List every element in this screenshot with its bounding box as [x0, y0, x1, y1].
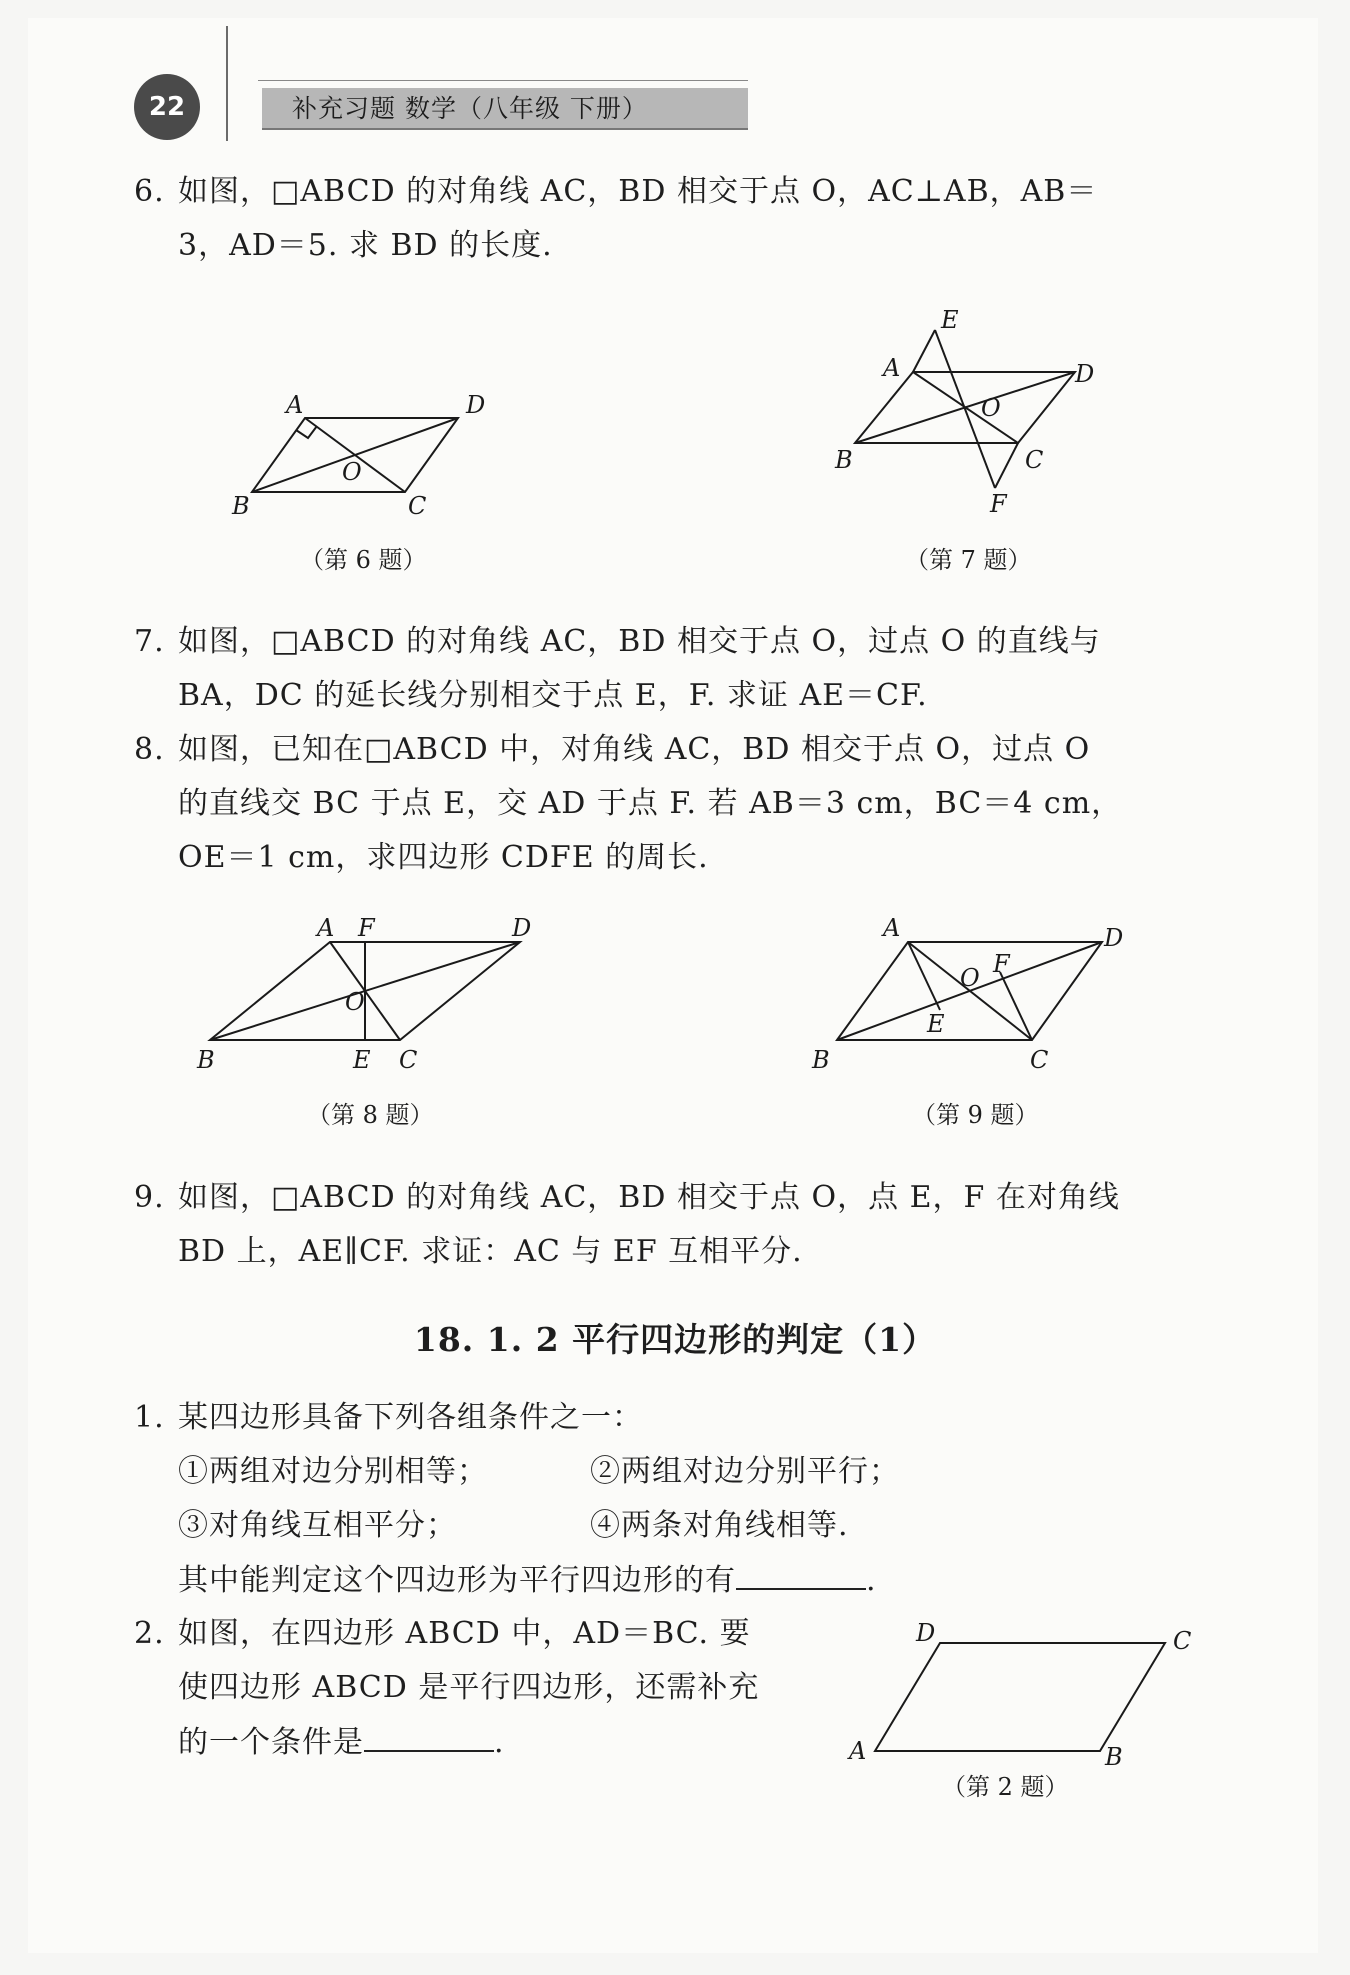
fig8-label-a: A — [317, 914, 335, 942]
problem-9-line-2: BD 上，AE∥CF. 求证：AC 与 EF 互相平分. — [178, 1234, 803, 1269]
problem-8-line-1: 如图，已知在□ABCD 中，对角线 AC，BD 相交于点 O，过点 O — [178, 732, 1091, 767]
fig7-label-b: B — [835, 446, 853, 474]
fig7-label-f: F — [990, 490, 1007, 518]
fig7-label-a: A — [883, 354, 901, 382]
q1-question-text: 其中能判定这个四边形为平行四边形的有 — [178, 1563, 736, 1598]
fig6-label-b: B — [232, 492, 250, 520]
figure-7-diagram — [835, 300, 1125, 525]
fig9-label-o: O — [960, 964, 980, 992]
figq2-label-a: A — [849, 1737, 867, 1765]
q2-number: 2. — [134, 1616, 165, 1651]
fig8-label-o: O — [345, 988, 365, 1016]
fig9-label-a: A — [883, 914, 901, 942]
figure-9-diagram — [810, 910, 1140, 1080]
fig6-label-a: A — [286, 391, 304, 419]
fig9-label-d: D — [1104, 924, 1124, 952]
q2-question-line — [178, 1724, 505, 1761]
q2-answer-blank[interactable] — [364, 1724, 494, 1752]
fig9-segment-ae — [908, 942, 940, 1010]
figq2-label-b: B — [1105, 1743, 1123, 1771]
fig9-label-f: F — [993, 950, 1010, 978]
q2-line-3: 的一个条件是 — [178, 1725, 364, 1760]
q1-option-2: ②两组对边分别平行； — [590, 1454, 900, 1489]
q2-line-2: 使四边形 ABCD 是平行四边形，还需补充 — [178, 1670, 760, 1705]
problem-9-number: 9. — [134, 1180, 165, 1215]
fig7-label-o: O — [981, 394, 1001, 422]
fig6-label-o: O — [342, 458, 362, 486]
q1-option-3: ③对角线互相平分； — [178, 1508, 457, 1543]
fig8-label-f: F — [358, 914, 375, 942]
figq2-quadrilateral — [875, 1643, 1165, 1751]
figure-q2-caption: （第 2 题） — [942, 1773, 1069, 1801]
problem-6-number: 6. — [134, 174, 165, 209]
problem-8-line-2: 的直线交 BC 于点 E，交 AD 于点 F. 若 AB＝3 cm，BC＝4 cm， — [178, 786, 1123, 821]
q1-option-1: ①两组对边分别相等； — [178, 1454, 488, 1489]
q1-number: 1. — [134, 1400, 165, 1435]
figure-8-diagram — [195, 910, 555, 1080]
q1-intro: 某四边形具备下列各组条件之一： — [178, 1400, 643, 1435]
problem-7-line-1: 如图，□ABCD 的对角线 AC，BD 相交于点 O，过点 O 的直线与 — [178, 624, 1101, 659]
q2-line-1: 如图，在四边形 ABCD 中，AD＝BC. 要 — [178, 1616, 751, 1651]
figq2-label-c: C — [1173, 1627, 1192, 1655]
fig8-label-d: D — [512, 914, 532, 942]
fig7-label-e: E — [941, 306, 959, 334]
q1-question-line — [178, 1562, 877, 1599]
problem-8-line-3: OE＝1 cm，求四边形 CDFE 的周长. — [178, 840, 709, 875]
fig9-label-b: B — [812, 1046, 830, 1074]
header-divider — [226, 26, 228, 141]
fig8-label-c: C — [399, 1046, 418, 1074]
fig8-label-b: B — [197, 1046, 215, 1074]
figure-q2-diagram — [845, 1615, 1215, 1771]
fig7-line-ba-extended — [913, 330, 935, 372]
fig9-label-c: C — [1030, 1046, 1049, 1074]
fig9-segment-cf — [1000, 972, 1032, 1040]
figure-7-caption: （第 7 题） — [905, 546, 1032, 574]
fig8-label-e: E — [353, 1046, 371, 1074]
problem-6-line-1: 如图，□ABCD 的对角线 AC，BD 相交于点 O，AC⊥AB，AB＝ — [178, 174, 1098, 209]
figure-8-caption: （第 8 题） — [307, 1101, 434, 1129]
figure-9-caption: （第 9 题） — [912, 1101, 1039, 1129]
q1-period: . — [866, 1563, 877, 1598]
fig7-label-d: D — [1075, 360, 1095, 388]
problem-9-line-1: 如图，□ABCD 的对角线 AC，BD 相交于点 O，点 E，F 在对角线 — [178, 1180, 1120, 1215]
q2-period: . — [494, 1725, 505, 1760]
problem-7-line-2: BA，DC 的延长线分别相交于点 E，F. 求证 AE＝CF. — [178, 678, 928, 713]
page-number-badge: 22 — [134, 74, 200, 140]
problem-7-number: 7. — [134, 624, 165, 659]
figure-6-diagram — [230, 390, 520, 520]
fig7-label-c: C — [1025, 446, 1044, 474]
fig9-label-e: E — [927, 1010, 945, 1038]
fig6-label-d: D — [466, 391, 486, 419]
q1-option-4: ④两条对角线相等. — [590, 1508, 849, 1543]
figure-6-caption: （第 6 题） — [300, 546, 427, 574]
fig6-label-c: C — [408, 492, 427, 520]
figq2-label-d: D — [916, 1619, 936, 1647]
problem-8-number: 8. — [134, 732, 165, 767]
fig7-line-dc-extended — [995, 443, 1018, 488]
running-title: 补充习题 数学（八年级 下册） — [262, 88, 748, 130]
section-heading: 18. 1. 2 平行四边形的判定（1） — [413, 1320, 937, 1359]
problem-6-line-2: 3，AD＝5. 求 BD 的长度. — [178, 228, 553, 263]
header-top-rule — [258, 80, 748, 81]
q1-answer-blank[interactable] — [736, 1562, 866, 1590]
